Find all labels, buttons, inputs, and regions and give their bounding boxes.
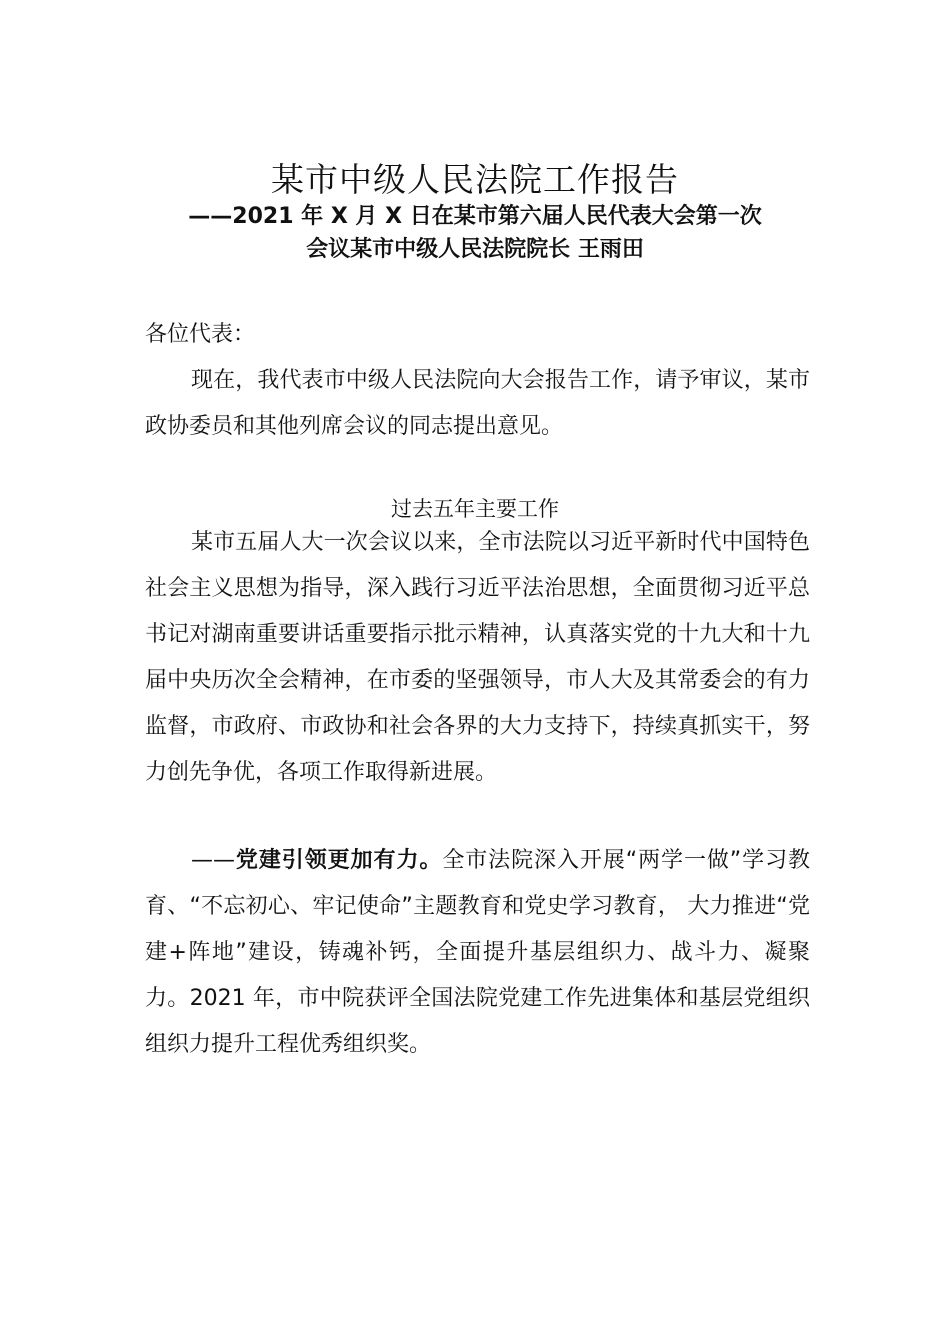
subtitle-line-2: 会议某市中级人民法院院长 王雨田 <box>306 237 644 262</box>
body-paragraph-1: 某市五届人大一次会议以来，全市法院以习近平新时代中国特色社会主义思想为指导，深入践行习近平法治思想，全面贯彻习近平总书记对湖南重要讲话重要指示批示精神，认真落实党的十九大和十九届中央历次全会精神，在市委的坚强领导，市人大及其常委会的有力监督，市政府、市政协和社会各界的大力支持下，持续真抓实干，努力创先争优，各项工作取得新进展。 <box>145 530 810 785</box>
subtitle-line-1: ——2021 年 X 月 X 日在某市第六届人民代表大会第一次 <box>188 204 762 229</box>
section-heading: 过去五年主要工作 <box>391 497 559 521</box>
salutation: 各位代表： <box>145 322 256 347</box>
paragraph-lead-heading: 党建引领更加有力。 <box>235 848 443 873</box>
document-title: 某市中级人民法院工作报告 <box>271 160 679 199</box>
intro-paragraph: 现在，我代表市中级人民法院向大会报告工作，请予审议，某市政协委员和其他列席会议的同志提出意见。 <box>145 368 810 439</box>
paragraph-body-text: 全市法院深入开展“两学一做”学习教育、“不忘初心、牢记使命”主题教育和党史学习教育， 大力推进“党建+阵地”建设，铸魂补钙，全面提升基层组织力、战斗力、凝聚力。2021 年，市中院获评全国法院党建工作先进集体和基层党组织组织力提升工程优秀组织奖。 <box>145 848 810 1057</box>
body-paragraph-2 <box>145 838 810 1068</box>
paragraph-dash: —— <box>191 848 235 873</box>
document-subtitle <box>130 200 820 266</box>
